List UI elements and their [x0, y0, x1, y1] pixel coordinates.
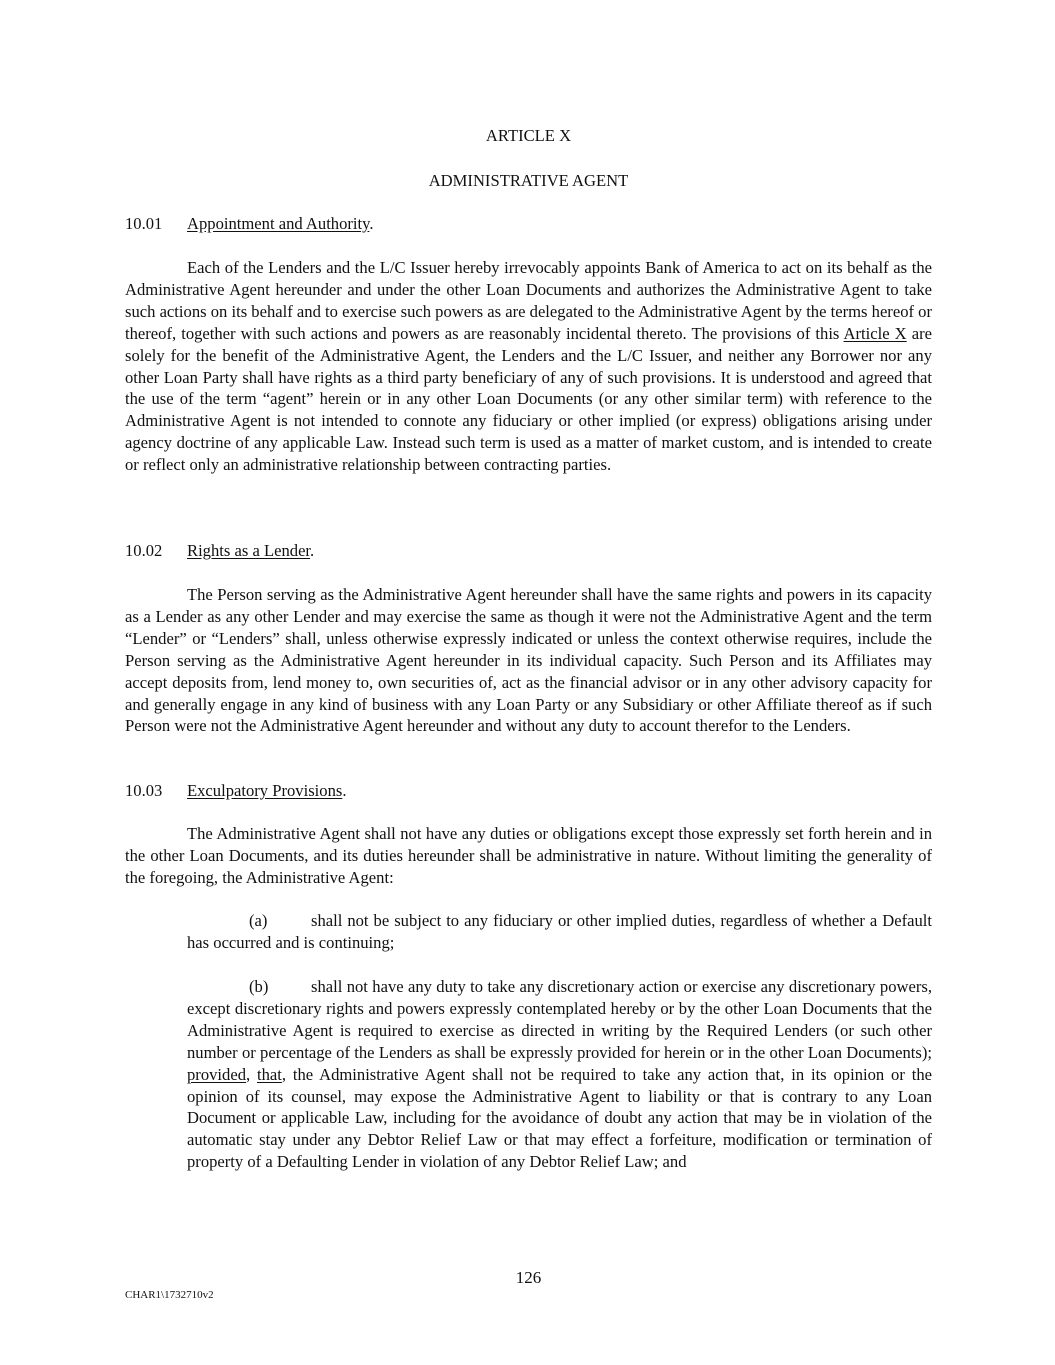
list-item-b [187, 976, 932, 1173]
section-paragraph-10-01 [125, 257, 932, 476]
section-number: 10.02 [125, 541, 163, 560]
section-title: Exculpatory Provisions [187, 781, 343, 800]
section-heading-10-01 [125, 213, 374, 235]
defined-term-that: that [257, 1064, 282, 1084]
section-heading-10-03 [125, 780, 346, 802]
item-text: shall not be subject to any fiduciary or other implied duties, regardless of whether a Default has occurred and is continuing; [187, 911, 932, 952]
item-text: shall not have any duty to take any discretionary action or exercise any discretionary powers, except discretionary rights and powers expressly contemplated hereby or by the other Loan Documents that the Administrative Agent is required to exercise as directed in writing by the Required Lenders (or such other number or percentage of the Lenders as shall be expressly provided for herein or in the other Loan Documents); [187, 977, 932, 1062]
heading-period: . [342, 781, 347, 800]
document-page [125, 0, 932, 1365]
section-number: 10.03 [125, 781, 163, 800]
heading-period: . [310, 541, 315, 560]
article-number: ARTICLE X [485, 126, 572, 145]
section-title: Rights as a Lender [187, 541, 311, 560]
item-label: (a) [249, 911, 268, 930]
list-item-a [187, 910, 932, 954]
item-text: , the Administrative Agent shall not be required to take any action that, in its opinion or the opinion of its counsel, may expose the Administrative Agent to liability or that is contrary to any Loan Document or applicable Law, including for the avoidance of doubt any action that may be in violation of the automatic stay under any Debtor Relief Law or that may effect a forfeiture, modification or termination of property of a Defaulting Lender in violation of any Debtor Relief Law; and [187, 1064, 932, 1172]
defined-term-provided: provided [187, 1064, 246, 1084]
paragraph-text: Each of the Lenders and the L/C Issuer hereby irrevocably appoints Bank of America to act on its behalf as the Administrative Agent hereunder and under the other Loan Documents and authorizes the Administrative Agent to take such actions on its behalf and to exercise such powers as are delegated to the Administrative Agent by the terms hereof or thereof, together with such actions and powers as are reasonably incidental thereto. The provisions of this [125, 258, 932, 343]
section-heading-10-02 [125, 540, 314, 562]
paragraph-text: are solely for the benefit of the Administrative Agent, the Lenders and the L/C Issuer, and neither any Borrower nor any other Loan Party shall have rights as a third party beneficiary of any of such provisions. It is understood and agreed that the use of the term “agent” herein or in any other Loan Documents (or any other similar term) with reference to the Administrative Agent is not intended to connote any fiduciary or other implied (or express) obligations arising under agency doctrine of any applicable Law. Instead such term is used as a matter of market custom, and is intended to create or reflect only an administrative relationship between contracting parties. [125, 323, 932, 475]
heading-period: . [369, 214, 374, 233]
page-number: 126 [515, 1268, 542, 1287]
paragraph-text: The Administrative Agent shall not have any duties or obligations except those expressly set forth herein and in the other Loan Documents, and its duties hereunder shall be administrative in nature. Without limiting the generality of the foregoing, the Administrative Agent: [125, 824, 932, 887]
section-number: 10.01 [125, 214, 163, 233]
section-paragraph-10-02 [125, 584, 932, 737]
section-title: Appointment and Authority [187, 214, 370, 233]
document-id: CHAR1\1732710v2 [125, 1289, 214, 1301]
item-label: (b) [249, 977, 269, 996]
article-reference: Article X [843, 323, 907, 343]
article-title: ADMINISTRATIVE AGENT [428, 171, 629, 190]
section-paragraph-10-03 [125, 823, 932, 889]
item-text: , [246, 1064, 257, 1084]
paragraph-text: The Person serving as the Administrative Agent hereunder shall have the same rights and powers in its capacity as a Lender as any other Lender and may exercise the same as though it were not the Administrative Agent and the term “Lender” or “Lenders” shall, unless otherwise expressly indicated or unless the context otherwise requires, include the Person serving as the Administrative Agent hereunder in its individual capacity. Such Person and its Affiliates may accept deposits from, lend money to, own securities of, act as the financial advisor or in any other advisory capacity for and generally engage in any kind of business with any Loan Party or any Subsidiary or other Affiliate thereof as if such Person were not the Administrative Agent hereunder and without any duty to account therefor to the Lenders. [125, 585, 932, 736]
